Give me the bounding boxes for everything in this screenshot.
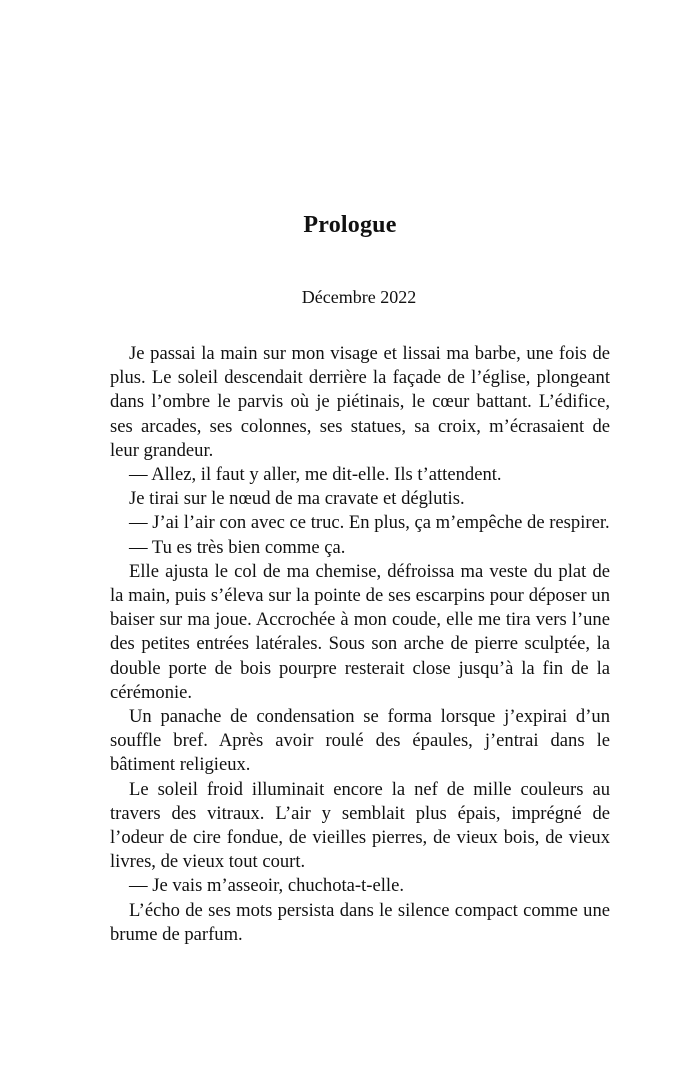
paragraph: Je tirai sur le nœud de ma cravate et déglutis.	[129, 488, 465, 510]
paragraph: L’écho de ses mots persista dans le silence compact comme une brume de parfum.	[110, 899, 610, 945]
chapter-text	[110, 342, 610, 947]
paragraph: — Je vais m’asseoir, chuchota-t-elle.	[129, 875, 404, 897]
chapter-date: Décembre 2022	[301, 287, 417, 307]
paragraph: Je passai la main sur mon visage et lissai ma barbe, une fois de plus. Le soleil descendait derrière la façade de l’église, plongeant dans l’ombre le parvis où je piétinais, le cœur battant. L’édifice, ses arcades, ses colonnes, ses statues, sa croix, m’écrasaient de leur grandeur.	[110, 343, 610, 461]
paragraph: Elle ajusta le col de ma chemise, défroissa ma veste du plat de la main, puis s’éleva sur la pointe de ses escarpins pour déposer un baiser sur ma joue. Accrochée à mon coude, elle me tira vers l’une des petites entrées latérales. Sous son arche de pierre sculptée, la double porte de bois pourpre resterait close jusqu’à la fin de la cérémonie.	[110, 560, 610, 703]
paragraph: Un panache de condensation se forma lorsque j’expirai d’un souffle bref. Après avoir roulé des épaules, j’entrai dans le bâtiment religieux.	[110, 706, 610, 776]
paragraph: Le soleil froid illuminait encore la nef de mille couleurs au travers des vitraux. L’air y semblait plus épais, imprégné de l’odeur de cire fondue, de vieilles pierres, de vieux bois, de vieux livres, de vieux tout court.	[110, 778, 610, 873]
paragraph: — Tu es très bien comme ça.	[129, 536, 346, 558]
chapter-title: Prologue	[303, 212, 397, 238]
paragraph: — J’ai l’air con avec ce truc. En plus, ça m’empêche de respirer.	[129, 512, 610, 534]
paragraph: — Allez, il faut y aller, me dit-elle. Ils t’attendent.	[129, 464, 502, 486]
